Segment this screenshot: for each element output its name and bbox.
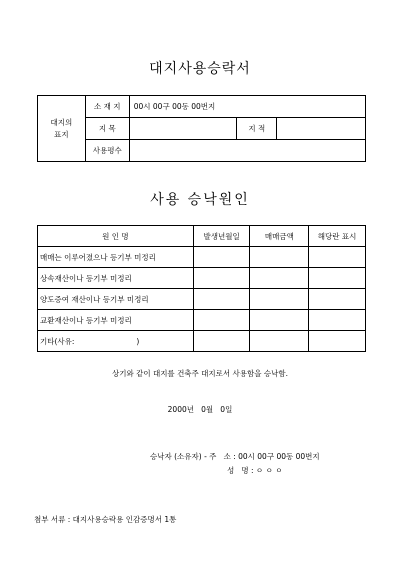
reason-cell: 상속재산이나 등기부 미정리 bbox=[38, 268, 194, 289]
location-value: 00시 00구 00동 00번지 bbox=[129, 96, 365, 118]
consenter-address: 승낙자 (소유자) - 주 소 : 00시 00구 00동 00번지 bbox=[150, 452, 320, 461]
mark-cell bbox=[309, 247, 366, 268]
reason-table bbox=[37, 225, 366, 352]
reason-cell: 교환재산이나 등기부 미정리 bbox=[38, 310, 194, 331]
date-cell bbox=[193, 331, 250, 352]
table-row bbox=[38, 247, 366, 268]
reason-cell: 매매는 이루어졌으나 등기부 미정리 bbox=[38, 247, 194, 268]
reason-cell: 양도증여 재산이나 등기부 미정리 bbox=[38, 289, 194, 310]
usage-pyeong-label: 사용평수 bbox=[85, 140, 129, 162]
attachment-note: 첨부 서류 : 대지사용승락용 인감증명서 1통 bbox=[34, 515, 177, 524]
date-cell bbox=[193, 289, 250, 310]
col-header-reason: 원 인 명 bbox=[38, 226, 194, 247]
amount-cell bbox=[250, 331, 309, 352]
amount-cell bbox=[250, 289, 309, 310]
document-date: 2000년 0월 0일 bbox=[167, 405, 233, 414]
col-header-date: 발생년월일 bbox=[193, 226, 250, 247]
location-label: 소 재 지 bbox=[85, 96, 129, 118]
mark-cell bbox=[309, 331, 366, 352]
mark-cell bbox=[309, 268, 366, 289]
land-category-label: 지 목 bbox=[85, 118, 129, 140]
table-row bbox=[38, 289, 366, 310]
table-row bbox=[38, 310, 366, 331]
mark-cell bbox=[309, 289, 366, 310]
amount-cell bbox=[250, 247, 309, 268]
col-header-amount: 매매금액 bbox=[250, 226, 309, 247]
consenter-name: 성 명 : ㅇ ㅇ ㅇ bbox=[227, 466, 283, 475]
section-title: 사용 승낙원인 bbox=[150, 192, 250, 208]
consent-statement: 상기와 같이 대지를 건축주 대지로서 사용함을 승낙함. bbox=[111, 369, 289, 378]
table-row bbox=[38, 268, 366, 289]
usage-pyeong-value bbox=[129, 140, 365, 162]
date-cell bbox=[193, 268, 250, 289]
land-area-value bbox=[277, 118, 366, 140]
amount-cell bbox=[250, 310, 309, 331]
document-title: 대지사용승락서 bbox=[149, 61, 251, 77]
mark-cell bbox=[309, 310, 366, 331]
land-info-table bbox=[37, 95, 366, 162]
land-category-value bbox=[129, 118, 237, 140]
col-header-mark: 해당란 표시 bbox=[309, 226, 366, 247]
table-row bbox=[38, 331, 366, 352]
date-cell bbox=[193, 247, 250, 268]
amount-cell bbox=[250, 268, 309, 289]
reason-cell: 기타(사유: ) bbox=[38, 331, 194, 352]
date-cell bbox=[193, 310, 250, 331]
land-marker-header: 대지의 표지 bbox=[38, 96, 86, 162]
land-area-label: 지 적 bbox=[237, 118, 277, 140]
